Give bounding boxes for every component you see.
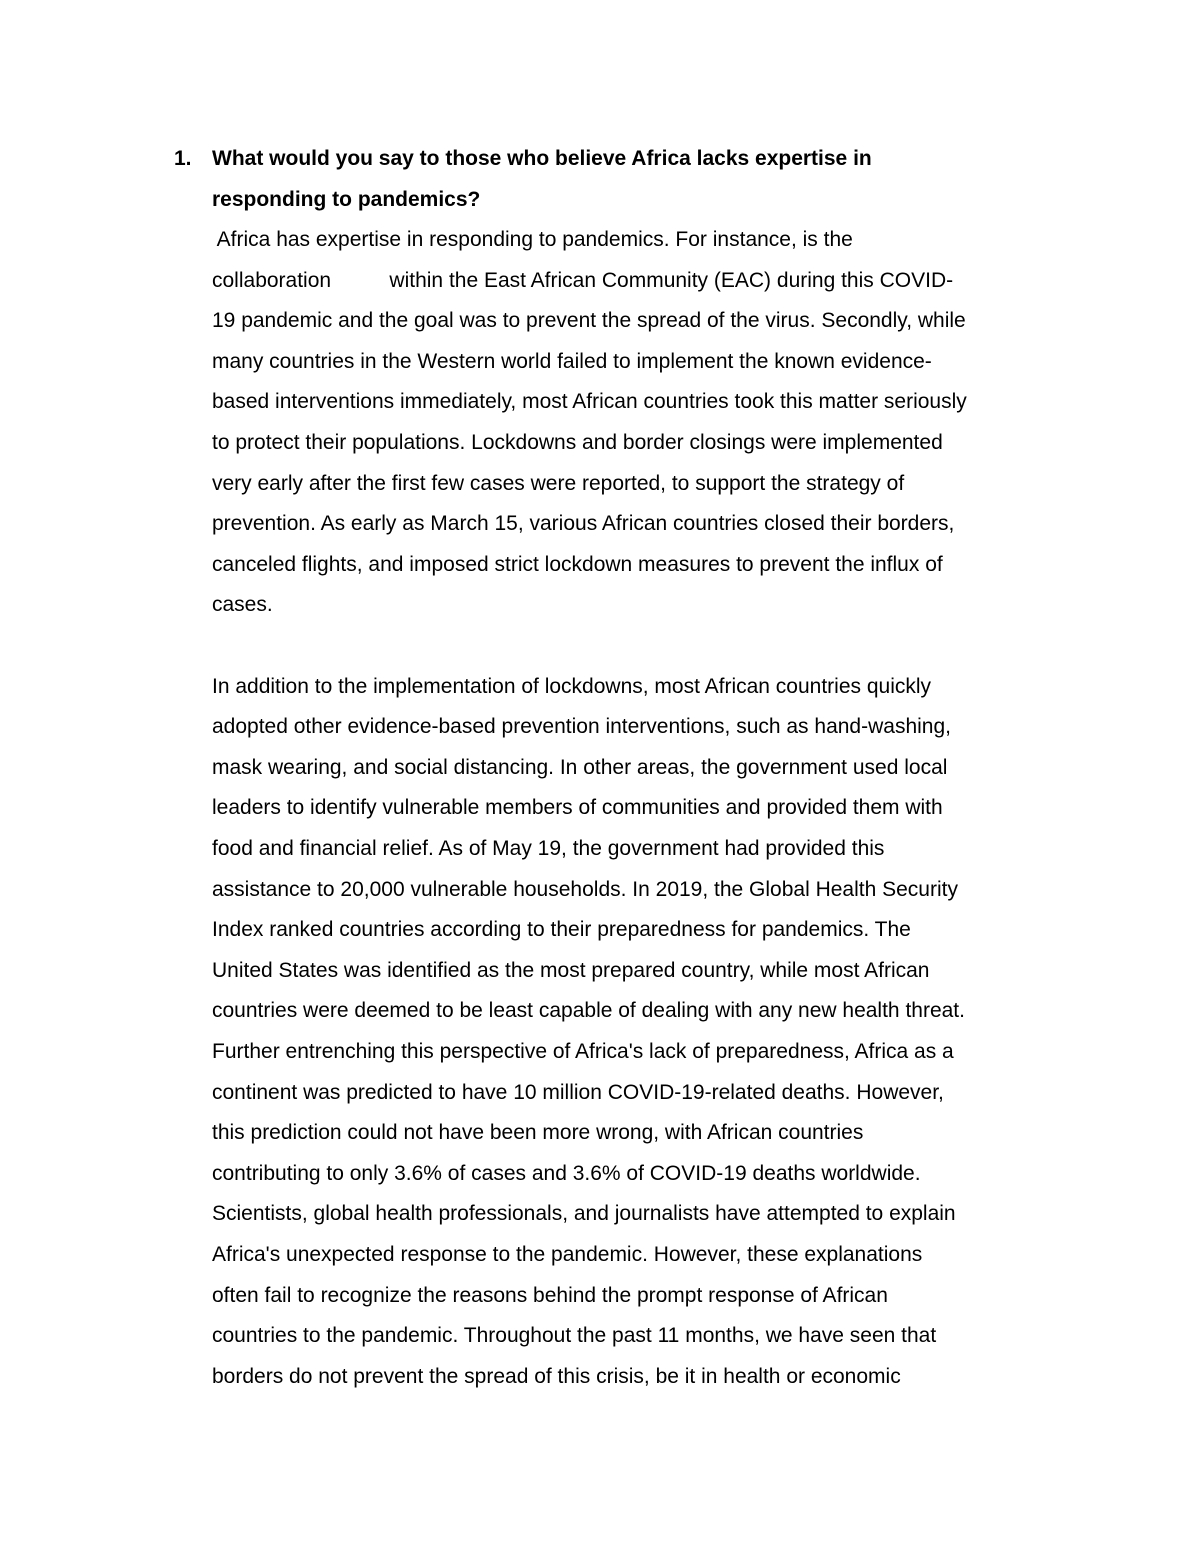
answer-line: many countries in the Western world failed to implement the known evidence- [212,349,932,373]
answer-line: In addition to the implementation of lockdowns, most African countries quickly [212,674,932,698]
answer-line: Scientists, global health professionals, and journalists have attempted to explain [212,1202,956,1226]
answer-line: 19 pandemic and the goal was to prevent the spread of the virus. Secondly, while [212,309,966,333]
answer-line: contributing to only 3.6% of cases and 3.6% of COVID-19 deaths worldwide. [212,1161,921,1185]
answer-line: Africa has expertise in responding to pandemics. For instance, is the [212,228,853,251]
answer-line: to protect their populations. Lockdowns and border closings were implemented [212,431,943,454]
answer-line: Further entrenching this perspective of Africa's lack of preparedness, Africa as a [212,1040,954,1063]
question-text [212,139,1032,220]
answer-line: Africa's unexpected response to the pandemic. However, these explanations [212,1243,923,1266]
answer-line: food and financial relief. As of May 19, the government had provided this [212,837,885,860]
answer-line: often fail to recognize the reasons behind the prompt response of African [212,1283,888,1307]
answer-line: leaders to identify vulnerable members of communities and provided them with [212,796,943,820]
answer-line: very early after the first few cases were reported, to support the strategy of [212,471,905,495]
answer-line: cases. [212,593,273,617]
answer-line: mask wearing, and social distancing. In other areas, the government used local [212,755,948,779]
answer-line: countries were deemed to be least capable of dealing with any new health threat. [212,999,965,1023]
question-text-line: responding to pandemics? [212,187,481,211]
answer-line: Index ranked countries according to their preparedness for pandemics. The [212,918,911,942]
answer-line: countries to the pandemic. Throughout the past 11 months, we have seen that [212,1324,937,1348]
answer-line: adopted other evidence-based prevention interventions, such as hand-washing, [212,715,951,739]
answer-line: based interventions immediately, most African countries took this matter seriously [212,390,967,414]
question-text-line: What would you say to those who believe Africa lacks expertise in [212,147,872,170]
question-number: 1. [174,147,192,170]
answer-line: assistance to 20,000 vulnerable households. In 2019, the Global Health Security [212,877,958,901]
answer-line: continent was predicted to have 10 million COVID-19-related deaths. However, [212,1080,944,1104]
answer-line: this prediction could not have been more wrong, with African countries [212,1121,864,1145]
answer-line: canceled flights, and imposed strict lockdown measures to prevent the influx of [212,552,943,576]
answer-line: prevention. As early as March 15, various African countries closed their borders, [212,512,955,536]
answer-line: collaboration within the East African Community (EAC) during this COVID- [212,268,954,292]
answer-line: United States was identified as the most prepared country, while most African [212,958,930,982]
answer-line: borders do not prevent the spread of this crisis, be it in health or economic [212,1364,901,1388]
